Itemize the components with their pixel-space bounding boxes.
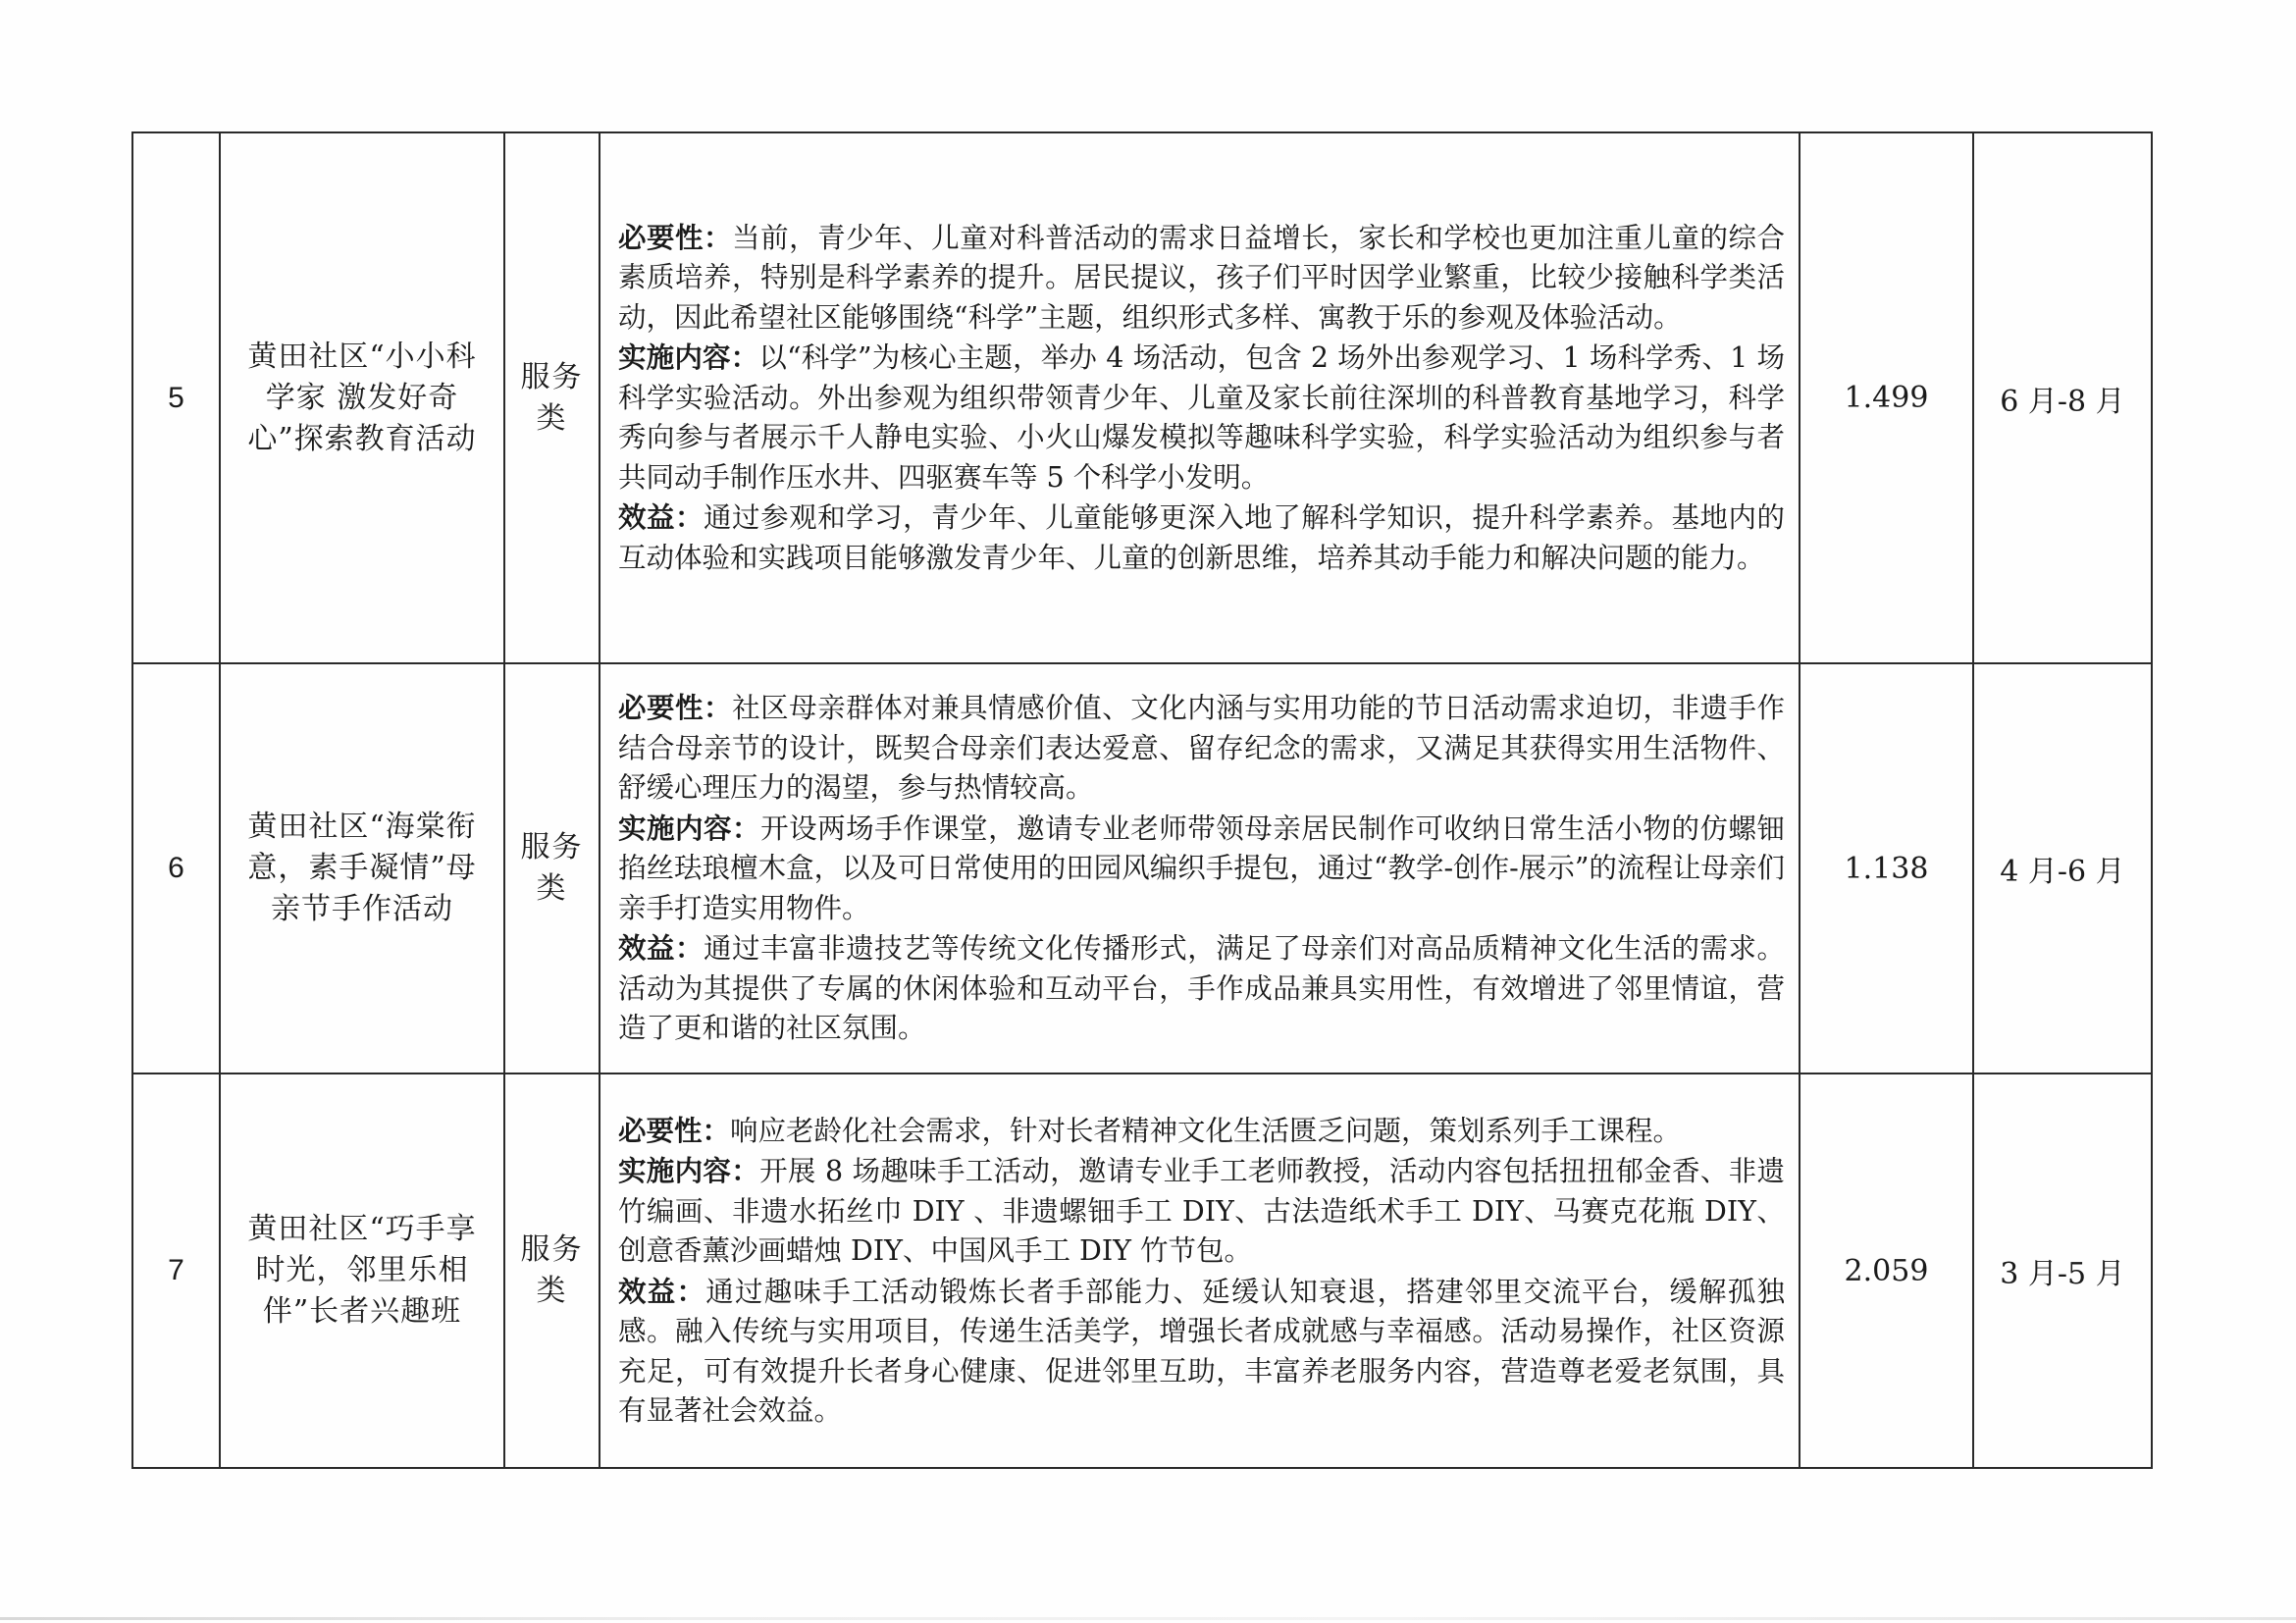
necessity-text: 社区母亲群体对兼具情感价值、文化内涵与实用功能的节日活动需求迫切，非遗手作结合母亲节的设计，既契合母亲们表达爱意、留存纪念的需求，又满足其获得实用生活物件、舒缓心理压力的渴望，参与热情较高。 xyxy=(618,692,1785,805)
table-row xyxy=(132,132,2152,663)
benefit-text: 通过丰富非遗技艺等传统文化传播形式，满足了母亲们对高品质精神文化生活的需求。活动为其提供了专属的休闲体验和互动平台，手作成品兼具实用性，有效增进了邻里情谊，营造了更和谐的社区氛围。 xyxy=(618,932,1785,1045)
benefit-paragraph xyxy=(618,497,1785,578)
necessity-label: 必要性： xyxy=(618,691,733,725)
content-paragraph xyxy=(618,809,1785,929)
necessity-text: 当前，青少年、儿童对科普活动的需求日益增长，家长和学校也更加注重儿童的综合素质培养，特别是科学素养的提升。居民提议，孩子们平时因学业繁重，比较少接触科学类活动，因此希望社区能够围绕“科学”主题，组织形式多样、寓教于乐的参观及体验活动。 xyxy=(618,221,1785,334)
content-text: 以“科学”为核心主题，举办 4 场活动，包含 2 场外出参观学习、1 场科学秀、1 场科学实验活动。外出参观为组织带领青少年、儿童及家长前往深圳的科普教育基地学习，科学秀向参与者展示千人静电实验、小火山爆发模拟等趣味科学实验，科学实验活动为组织参与者共同动手制作压水井、四驱赛车等 5 个科学小发明。 xyxy=(618,341,1785,494)
content-paragraph xyxy=(618,338,1785,497)
budget-amount: 1.138 xyxy=(1800,663,1973,1073)
content-paragraph xyxy=(618,1151,1785,1272)
content-label: 实施内容： xyxy=(618,1154,760,1187)
project-name: 黄田社区“巧手享时光，邻里乐相伴”长者兴趣班 xyxy=(220,1073,504,1468)
row-number: 7 xyxy=(132,1073,220,1468)
benefit-text: 通过趣味手工活动锻炼长者手部能力、延缓认知衰退，搭建邻里交流平台，缓解孤独感。融入传统与实用项目，传递生活美学，增强长者成就感与幸福感。活动易操作，社区资源充足，可有效提升长者身心健康、促进邻里互助，丰富养老服务内容，营造尊老爱老氛围，具有显著社会效益。 xyxy=(618,1275,1785,1427)
benefit-label: 效益： xyxy=(618,1274,706,1308)
project-description xyxy=(600,1073,1800,1468)
budget-amount: 2.059 xyxy=(1800,1073,1973,1468)
project-type: 服务类 xyxy=(504,663,600,1073)
content-label: 实施内容： xyxy=(618,811,761,845)
necessity-paragraph xyxy=(618,688,1785,809)
benefit-label: 效益： xyxy=(618,931,704,966)
project-type: 服务类 xyxy=(504,1073,600,1468)
implementation-period: 3 月-5 月 xyxy=(1973,1073,2152,1468)
project-name: 黄田社区“小小科学家 激发好奇心”探索教育活动 xyxy=(220,132,504,663)
implementation-period: 6 月-8 月 xyxy=(1973,132,2152,663)
necessity-text: 响应老龄化社会需求，针对长者精神文化生活匮乏问题，策划系列手工课程。 xyxy=(730,1114,1682,1147)
content-label: 实施内容： xyxy=(618,340,759,375)
benefit-paragraph xyxy=(618,1272,1785,1432)
necessity-label: 必要性： xyxy=(618,220,733,254)
project-description xyxy=(600,132,1800,663)
scan-artifact-line xyxy=(0,1617,2296,1620)
content-text: 开展 8 场趣味手工活动，邀请专业手工老师教授，活动内容包括扭扭郁金香、非遗竹编画、非遗水拓丝巾 DIY 、非遗螺钿手工 DIY、古法造纸术手工 DIY、马赛克花瓶 DIY、创意香薰沙画蜡烛 DIY、中国风手工 DIY 竹节包。 xyxy=(618,1155,1785,1267)
necessity-label: 必要性： xyxy=(618,1113,731,1147)
project-type: 服务类 xyxy=(504,132,600,663)
table-row xyxy=(132,663,2152,1073)
implementation-period: 4 月-6 月 xyxy=(1973,663,2152,1073)
necessity-paragraph xyxy=(618,1111,1785,1152)
benefit-paragraph xyxy=(618,928,1785,1049)
benefit-text: 通过参观和学习，青少年、儿童能够更深入地了解科学知识，提升科学素养。基地内的互动体验和实践项目能够激发青少年、儿童的创新思维，培养其动手能力和解决问题的能力。 xyxy=(618,501,1785,574)
table-row xyxy=(132,1073,2152,1468)
necessity-paragraph xyxy=(618,218,1785,339)
row-number: 6 xyxy=(132,663,220,1073)
project-name: 黄田社区“海棠衔意，素手凝情”母亲节手作活动 xyxy=(220,663,504,1073)
project-table xyxy=(131,131,2153,1469)
row-number: 5 xyxy=(132,132,220,663)
content-text: 开设两场手作课堂，邀请专业老师带领母亲居民制作可收纳日常生活小物的仿螺钿掐丝珐琅檀木盒，以及可日常使用的田园风编织手提包，通过“教学-创作-展示”的流程让母亲们亲手打造实用物件。 xyxy=(618,812,1785,924)
budget-amount: 1.499 xyxy=(1800,132,1973,663)
benefit-label: 效益： xyxy=(618,500,704,535)
project-description xyxy=(600,663,1800,1073)
